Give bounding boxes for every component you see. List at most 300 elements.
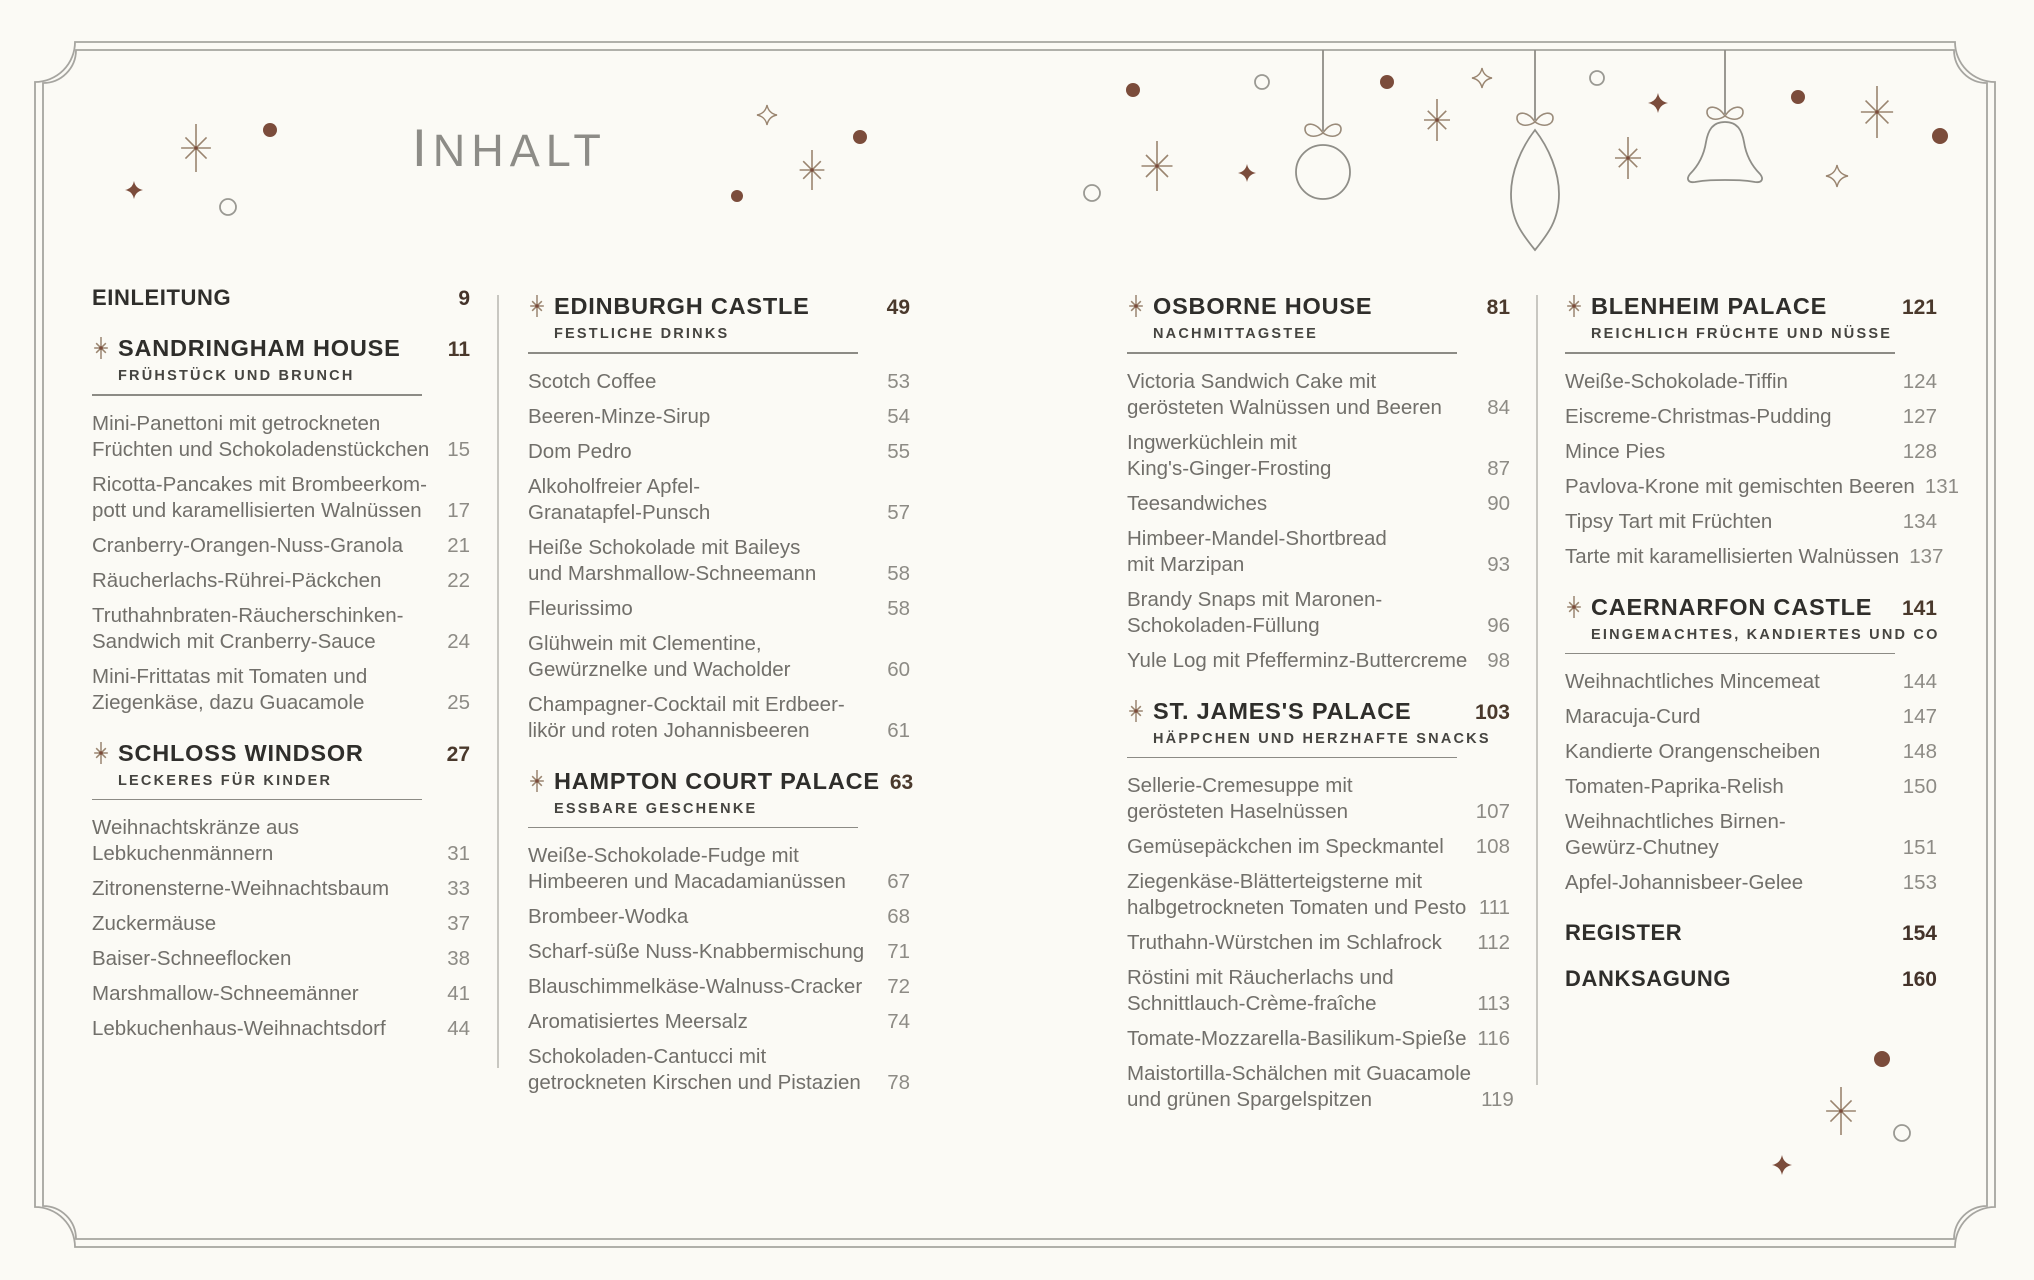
page-title-rest: NHALT xyxy=(432,125,607,176)
section-name: CAERNARFON CASTLE xyxy=(1591,593,1873,620)
item-page-number: 134 xyxy=(1902,509,1937,533)
section-page-number: 49 xyxy=(886,296,910,319)
item-title-line: Truthahnbraten-Räucherschinken- xyxy=(92,603,404,627)
item-page-number: 78 xyxy=(887,1071,910,1094)
item-title-line: Heiße Schokolade mit Baileys xyxy=(528,535,801,559)
item-title-line: Weiße-Schokolade-Tiffin xyxy=(1565,369,1788,393)
item-title-line: Mini-Frittatas mit Tomaten und xyxy=(92,664,368,688)
item-title xyxy=(1565,809,1893,861)
item-title xyxy=(528,631,877,683)
toc-item xyxy=(92,1016,470,1042)
toc-item xyxy=(1127,773,1510,825)
star-sparkle-icon xyxy=(1142,141,1173,191)
item-page-number: 84 xyxy=(1487,395,1510,419)
star-sparkle-icon xyxy=(1123,698,1149,724)
toc-item xyxy=(1127,430,1510,482)
star-sparkle-icon xyxy=(88,335,114,361)
toc-section-header xyxy=(1565,293,1937,354)
item-title-line: Zuckermäuse xyxy=(92,912,217,935)
toc-item xyxy=(528,1009,910,1035)
column-divider xyxy=(497,295,499,1068)
star-sparkle-icon xyxy=(1861,86,1893,138)
section-subtitle: HÄPPCHEN UND HERZHAFTE SNACKS xyxy=(1153,730,1491,747)
toc-item xyxy=(1565,369,1937,395)
item-title xyxy=(1127,834,1466,860)
toc-section-header xyxy=(1127,698,1510,759)
item-title-line: getrockneten Kirschen und Pistazien xyxy=(528,1071,861,1094)
star-sparkle-icon xyxy=(1826,1087,1856,1135)
item-title-line: Yule Log mit Pfefferminz-Buttercreme xyxy=(1127,648,1468,672)
section-name: HAMPTON COURT PALACE xyxy=(554,767,880,794)
section-name: BLENHEIM PALACE xyxy=(1591,293,1828,319)
item-title-line: Schokoladen-Füllung xyxy=(1127,613,1320,637)
item-page-number: 68 xyxy=(887,905,910,928)
item-title xyxy=(528,974,877,1000)
item-title xyxy=(1127,491,1477,517)
item-title-line: mit Marzipan xyxy=(1127,552,1245,576)
item-title xyxy=(1127,930,1467,956)
item-title xyxy=(92,876,437,902)
item-title xyxy=(1127,773,1466,825)
circle-decoration xyxy=(1590,71,1604,85)
item-title xyxy=(1127,369,1477,421)
toc-item xyxy=(92,815,470,867)
toc-item xyxy=(528,843,910,895)
toc-item xyxy=(528,1044,910,1096)
item-page-number: 15 xyxy=(447,437,470,461)
toc-item xyxy=(528,631,910,683)
star-sparkle-icon xyxy=(800,150,825,190)
toc-item xyxy=(1127,1026,1510,1052)
item-title xyxy=(92,568,437,594)
toc-item xyxy=(528,939,910,965)
item-title-line: Tomaten-Paprika-Relish xyxy=(1565,775,1784,798)
toc-item xyxy=(1565,774,1937,800)
item-title xyxy=(528,1009,877,1035)
item-page-number: 41 xyxy=(447,982,470,1005)
item-page-number: 112 xyxy=(1477,931,1510,954)
item-title-line: Brombeer-Wodka xyxy=(528,905,689,928)
item-title-line: Ricotta-Pancakes mit Brombeerkom- xyxy=(92,472,427,496)
toc-item xyxy=(528,404,910,430)
item-title-line: Tipsy Tart mit Früchten xyxy=(1565,509,1773,533)
toc-section-header xyxy=(1127,293,1510,354)
toc-item xyxy=(92,664,470,716)
item-title-line: Zitronensterne-Weihnachtsbaum xyxy=(92,877,390,900)
toc-entry-label: EINLEITUNG xyxy=(92,285,232,310)
item-title xyxy=(92,911,437,937)
toc-item xyxy=(92,472,470,524)
item-title xyxy=(92,664,437,716)
toc-item xyxy=(1565,404,1937,430)
section-divider-rule xyxy=(92,799,422,801)
toc-section-header xyxy=(92,335,470,396)
item-title xyxy=(528,369,877,395)
item-page-number: 72 xyxy=(887,975,910,998)
circle-decoration xyxy=(1084,185,1100,201)
item-page-number: 108 xyxy=(1475,835,1510,858)
star-sparkle-icon xyxy=(1561,293,1587,319)
toc-item xyxy=(528,596,910,622)
page-title xyxy=(412,119,607,178)
toc-item xyxy=(1127,834,1510,860)
item-title xyxy=(528,939,877,965)
item-title-line: Röstini mit Räucherlachs und xyxy=(1127,966,1394,989)
toc-item xyxy=(528,904,910,930)
item-title-line: Räucherlachs-Rührei-Päckchen xyxy=(92,568,382,592)
item-page-number: 74 xyxy=(887,1010,910,1033)
toc-column xyxy=(1565,293,1960,1012)
star-sparkle-icon xyxy=(1424,99,1450,141)
toc-item xyxy=(528,439,910,465)
item-title-line: Aromatisiertes Meersalz xyxy=(528,1010,748,1033)
item-title-line: Maracuja-Curd xyxy=(1565,705,1701,728)
star-sparkle-icon xyxy=(1561,594,1587,620)
section-subtitle: FESTLICHE DRINKS xyxy=(554,326,730,342)
section-divider-rule xyxy=(1127,757,1457,759)
item-title xyxy=(1127,1061,1471,1113)
item-title-line: gerösteten Haselnüssen xyxy=(1127,800,1349,823)
section-subtitle: FRÜHSTÜCK UND BRUNCH xyxy=(118,368,355,384)
item-title-line: Schnittlauch-Crème-fraîche xyxy=(1127,992,1377,1015)
toc-item xyxy=(1127,1061,1514,1113)
dot-decoration xyxy=(731,190,743,202)
toc-section-header xyxy=(1565,593,1940,655)
dot-decoration xyxy=(1874,1051,1890,1067)
dot-decoration xyxy=(1126,83,1140,97)
star-sparkle-icon xyxy=(1615,137,1641,179)
item-page-number: 111 xyxy=(1478,896,1510,919)
dot-decoration xyxy=(853,130,867,144)
item-title-line: Tarte mit karamellisierten Walnüssen xyxy=(1565,544,1900,568)
item-title-line: Blauschimmelkäse-Walnuss-Cracker xyxy=(528,975,863,998)
item-title-line: Apfel-Johannisbeer-Gelee xyxy=(1565,871,1804,894)
item-title-line: Marshmallow-Schneemänner xyxy=(92,982,359,1005)
toc-item xyxy=(92,533,470,559)
item-title-line: Pavlova-Krone mit gemischten Beeren xyxy=(1565,474,1915,498)
item-title xyxy=(1127,430,1477,482)
star-sparkle-icon xyxy=(181,124,211,172)
item-title xyxy=(528,596,877,622)
item-page-number: 131 xyxy=(1924,474,1960,498)
toc-item xyxy=(92,981,470,1007)
item-title-line: gerösteten Walnüssen und Beeren xyxy=(1127,395,1442,419)
star-sparkle-icon xyxy=(524,768,550,794)
toc-item xyxy=(1565,474,1960,500)
item-page-number: 90 xyxy=(1487,491,1510,515)
item-title-line: Mince Pies xyxy=(1565,439,1666,463)
item-title-line: Sellerie-Cremesuppe mit xyxy=(1127,774,1353,797)
section-star-icon xyxy=(524,768,550,799)
item-title xyxy=(528,692,877,744)
bell-ornament-icon xyxy=(1688,50,1762,182)
item-page-number: 153 xyxy=(1902,871,1937,894)
item-title-line: Himbeer-Mandel-Shortbread xyxy=(1127,526,1387,550)
toc-item xyxy=(1127,648,1510,674)
item-title-line: Baiser-Schneeflocken xyxy=(92,947,292,970)
item-page-number: 127 xyxy=(1902,404,1937,428)
toc-item xyxy=(528,369,910,395)
section-page-number: 27 xyxy=(446,742,470,766)
item-page-number: 24 xyxy=(447,629,470,653)
item-title-line: Scotch Coffee xyxy=(528,369,657,393)
item-title xyxy=(528,404,877,430)
toc-item xyxy=(92,568,470,594)
toc-item xyxy=(1565,809,1937,861)
item-page-number: 58 xyxy=(887,596,910,620)
item-title-line: Sandwich mit Cranberry-Sauce xyxy=(92,629,376,653)
item-title-line: Glühwein mit Clementine, xyxy=(528,631,762,655)
section-subtitle: NACHMITTAGSTEE xyxy=(1153,326,1319,342)
section-subtitle: LECKERES FÜR KINDER xyxy=(118,772,333,789)
item-title xyxy=(1565,774,1893,800)
item-page-number: 57 xyxy=(887,500,910,524)
section-star-icon xyxy=(1561,594,1587,625)
bauble-ornament-icon xyxy=(1296,50,1350,199)
item-title-line: Alkoholfreier Apfel- xyxy=(528,474,701,498)
item-title xyxy=(92,1016,437,1042)
section-star-icon xyxy=(1561,293,1587,324)
toc-column xyxy=(1127,293,1514,1122)
item-title xyxy=(1565,404,1893,430)
item-title xyxy=(528,474,877,526)
section-star-icon xyxy=(1123,698,1149,729)
toc-item xyxy=(528,474,910,526)
toc-item xyxy=(1565,544,1944,570)
cross-sparkle-outline-icon xyxy=(1826,165,1848,187)
section-page-number: 81 xyxy=(1486,296,1510,319)
toc-entry xyxy=(92,285,470,311)
item-title-line: Himbeeren und Macadamianüssen xyxy=(528,870,846,893)
item-title xyxy=(92,946,437,972)
section-name: SANDRINGHAM HOUSE xyxy=(118,335,401,361)
circle-decoration xyxy=(1894,1125,1910,1141)
item-page-number: 96 xyxy=(1487,613,1510,637)
toc-entry-page-number: 160 xyxy=(1901,968,1937,991)
item-page-number: 54 xyxy=(887,404,910,428)
item-title-line: Weihnachtliches Birnen- xyxy=(1565,810,1786,833)
toc-item xyxy=(92,603,470,655)
section-divider-rule xyxy=(1127,352,1457,354)
item-title-line: Scharf-süße Nuss-Knabbermischung xyxy=(528,940,865,963)
item-title-line: Weiße-Schokolade-Fudge mit xyxy=(528,844,799,867)
item-page-number: 93 xyxy=(1487,552,1510,576)
item-title-line: Maistortilla-Schälchen mit Guacamole xyxy=(1127,1062,1472,1085)
item-title xyxy=(92,603,437,655)
item-title-line: Weihnachtskränze aus xyxy=(92,816,300,839)
toc-item xyxy=(1565,739,1937,765)
item-title-line: und Marshmallow-Schneemann xyxy=(528,561,817,585)
toc-entry-label: DANKSAGUNG xyxy=(1565,966,1732,991)
item-title xyxy=(1127,648,1477,674)
item-title xyxy=(528,535,877,587)
cross-sparkle-icon xyxy=(1648,93,1668,113)
item-title-line: Fleurissimo xyxy=(528,596,633,620)
item-title xyxy=(1565,669,1893,695)
item-page-number: 55 xyxy=(887,439,910,463)
section-name: ST. JAMES'S PALACE xyxy=(1153,697,1412,724)
item-title-line: Schokoladen-Cantucci mit xyxy=(528,1045,767,1068)
item-title xyxy=(1565,474,1915,500)
star-sparkle-icon xyxy=(1123,293,1149,319)
section-star-icon xyxy=(88,335,114,366)
toc-section-header xyxy=(528,293,910,354)
section-divider-rule xyxy=(1565,653,1895,655)
item-page-number: 44 xyxy=(447,1017,470,1040)
toc-item xyxy=(528,974,910,1000)
item-page-number: 119 xyxy=(1481,1088,1514,1111)
item-page-number: 107 xyxy=(1475,800,1510,823)
toc-item xyxy=(1127,869,1510,921)
toc-item xyxy=(92,946,470,972)
toc-item xyxy=(1565,509,1937,535)
item-title xyxy=(528,843,877,895)
toc-item xyxy=(1127,587,1510,639)
item-title-line: Granatapfel-Punsch xyxy=(528,500,711,524)
item-page-number: 144 xyxy=(1902,670,1937,693)
section-star-icon xyxy=(524,293,550,324)
item-title-line: Ziegenkäse-Blätterteigsterne mit xyxy=(1127,870,1423,893)
toc-section-header xyxy=(92,740,470,801)
toc-item xyxy=(92,911,470,937)
item-title-line: King's-Ginger-Frosting xyxy=(1127,456,1332,480)
item-page-number: 61 xyxy=(887,718,910,742)
toc-entry xyxy=(1565,920,1937,946)
item-page-number: 71 xyxy=(887,940,910,963)
section-star-icon xyxy=(1123,293,1149,324)
item-title xyxy=(92,411,437,463)
item-page-number: 128 xyxy=(1902,439,1937,463)
toc-item xyxy=(1127,526,1510,578)
item-title xyxy=(92,533,437,559)
item-title-line: Cranberry-Orangen-Nuss-Granola xyxy=(92,533,404,557)
dot-decoration xyxy=(1791,90,1805,104)
item-page-number: 150 xyxy=(1902,775,1937,798)
section-page-number: 63 xyxy=(889,770,914,794)
item-title-line: und grünen Spargelspitzen xyxy=(1127,1088,1373,1111)
toc-item xyxy=(1565,870,1937,896)
item-title-line: Gewürz-Chutney xyxy=(1565,836,1719,859)
toc-item xyxy=(528,692,910,744)
item-title xyxy=(1127,526,1477,578)
toc-item xyxy=(1565,669,1937,695)
item-title-line: Früchten und Schokoladenstückchen xyxy=(92,437,430,461)
item-title-line: Lebkuchenmännern xyxy=(92,842,274,865)
item-title xyxy=(1565,704,1893,730)
section-subtitle: EINGEMACHTES, KANDIERTES UND CO xyxy=(1591,626,1940,643)
item-title xyxy=(1127,965,1467,1017)
toc-item xyxy=(528,535,910,587)
circle-decoration xyxy=(1255,75,1269,89)
item-page-number: 25 xyxy=(447,690,470,714)
item-page-number: 33 xyxy=(447,877,470,900)
toc-entry-page-number: 154 xyxy=(1901,922,1937,945)
section-divider-rule xyxy=(1565,352,1895,354)
item-title-line: Dom Pedro xyxy=(528,439,632,463)
item-page-number: 87 xyxy=(1487,456,1510,480)
section-name: OSBORNE HOUSE xyxy=(1153,293,1373,319)
item-title-line: Ingwerküchlein mit xyxy=(1127,430,1297,454)
toc-item xyxy=(1127,930,1510,956)
item-title-line: Gemüsepäckchen im Speckmantel xyxy=(1127,835,1444,858)
item-title-line: Gewürznelke und Wacholder xyxy=(528,657,791,681)
item-title xyxy=(1127,1026,1467,1052)
item-page-number: 116 xyxy=(1477,1027,1510,1050)
item-title-line: halbgetrockneten Tomaten und Pesto xyxy=(1127,896,1467,919)
item-page-number: 137 xyxy=(1909,544,1944,568)
item-title-line: Tomate-Mozzarella-Basilikum-Spieße xyxy=(1127,1027,1467,1050)
cross-sparkle-icon xyxy=(1238,164,1256,182)
cross-sparkle-outline-icon xyxy=(1472,68,1492,88)
toc-item xyxy=(1127,491,1510,517)
section-page-number: 103 xyxy=(1474,700,1510,724)
item-title-line: Eiscreme-Christmas-Pudding xyxy=(1565,404,1832,428)
item-page-number: 151 xyxy=(1902,836,1937,859)
column-divider xyxy=(1536,295,1538,1085)
toc-column xyxy=(92,285,470,1051)
toc-item xyxy=(1127,965,1510,1017)
item-title-line: Champagner-Cocktail mit Erdbeer- xyxy=(528,692,845,716)
toc-entry-page-number: 9 xyxy=(458,287,470,310)
item-title xyxy=(528,1044,877,1096)
item-page-number: 98 xyxy=(1487,648,1510,672)
toc-item xyxy=(1565,439,1937,465)
item-page-number: 124 xyxy=(1902,369,1937,393)
item-title xyxy=(1127,587,1477,639)
dot-decoration xyxy=(1380,75,1394,89)
item-title xyxy=(1565,739,1893,765)
item-page-number: 58 xyxy=(887,561,910,585)
item-title-line: Kandierte Orangenscheiben xyxy=(1565,740,1821,763)
item-title-line: likör und roten Johannisbeeren xyxy=(528,718,810,742)
item-page-number: 53 xyxy=(887,369,910,393)
item-page-number: 148 xyxy=(1902,740,1937,763)
item-page-number: 31 xyxy=(447,842,470,865)
teardrop-ornament-icon xyxy=(1511,50,1559,250)
toc-item xyxy=(92,411,470,463)
item-title-line: Beeren-Minze-Sirup xyxy=(528,404,711,428)
item-page-number: 113 xyxy=(1477,992,1510,1015)
section-page-number: 11 xyxy=(447,338,470,361)
star-sparkle-icon xyxy=(88,740,114,766)
item-title xyxy=(1565,870,1893,896)
item-page-number: 60 xyxy=(887,657,910,681)
item-page-number: 37 xyxy=(447,912,470,935)
cross-sparkle-icon xyxy=(125,181,143,199)
section-name: SCHLOSS WINDSOR xyxy=(118,739,364,766)
item-title xyxy=(92,815,437,867)
cross-sparkle-icon xyxy=(1772,1155,1792,1175)
item-title-line: Truthahn-Würstchen im Schlafrock xyxy=(1127,931,1442,954)
cross-sparkle-outline-icon xyxy=(757,105,777,125)
dot-decoration xyxy=(263,123,277,137)
toc-entry xyxy=(1565,966,1937,992)
item-title xyxy=(528,904,877,930)
toc-entry-label: REGISTER xyxy=(1565,920,1683,945)
item-page-number: 17 xyxy=(447,498,470,522)
section-divider-rule xyxy=(528,352,858,354)
section-divider-rule xyxy=(528,827,858,829)
section-divider-rule xyxy=(92,394,422,396)
item-title-line: Victoria Sandwich Cake mit xyxy=(1127,369,1377,393)
section-page-number: 141 xyxy=(1901,596,1937,620)
item-title xyxy=(1565,544,1899,570)
item-title xyxy=(1565,509,1893,535)
toc-item xyxy=(1565,704,1937,730)
item-title-line: Lebkuchenhaus-Weihnachtsdorf xyxy=(92,1017,386,1040)
toc-section-header xyxy=(528,767,914,829)
star-sparkle-icon xyxy=(524,293,550,319)
